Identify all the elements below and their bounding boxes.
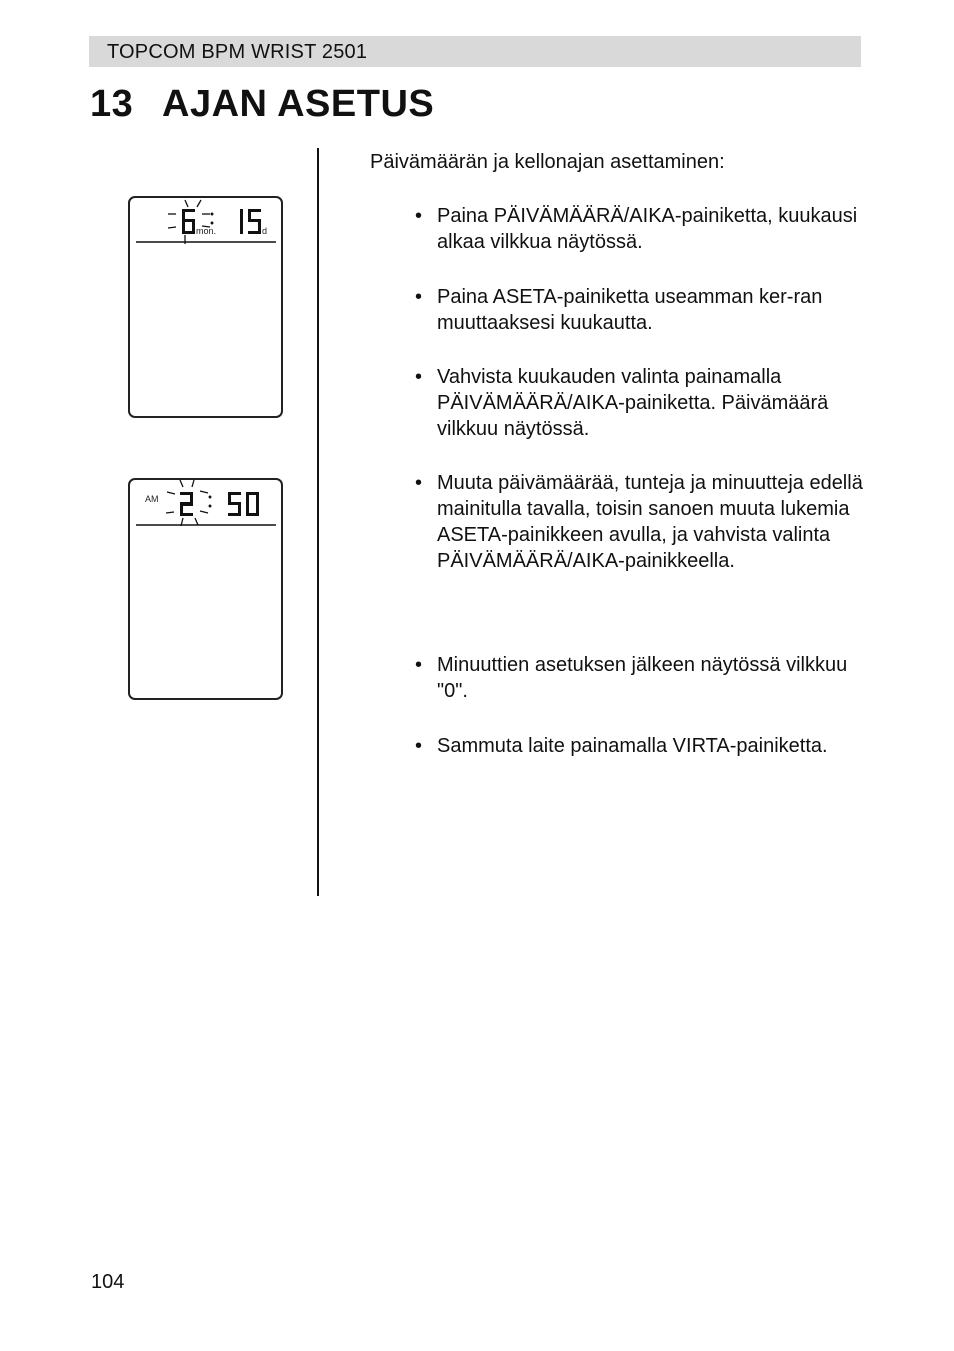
- list-item: • Vahvista kuukauden valinta painamalla PÄIVÄMÄÄRÄ/AIKA-painiketta. Päivämäärä vilkkuu näytössä.: [415, 364, 877, 442]
- lcd-display-time: [128, 478, 283, 700]
- column-divider: [317, 148, 319, 896]
- instructions-intro: Päivämäärän ja kellonajan asettaminen:: [370, 151, 725, 173]
- list-item: • Muuta päivämäärää, tunteja ja minuutteja edellä mainitulla tavalla, toisin sanoen muuta lukemia ASETA-painikkeen avulla, ja vahvista valinta PÄIVÄMÄÄRÄ/AIKA-painikkeella.: [415, 470, 877, 574]
- page-number: 104: [91, 1271, 125, 1293]
- section-title-text: AJAN ASETUS: [162, 83, 435, 125]
- lcd-display-date: [128, 196, 283, 418]
- instructions: [370, 149, 863, 757]
- section-number: 13: [90, 83, 134, 125]
- lcd-am-label: AM: [145, 494, 159, 504]
- list-item: • Paina ASETA-painiketta useamman ker-ran muuttaaksesi kuukautta.: [415, 284, 877, 336]
- lcd-day-label: d: [262, 226, 268, 236]
- list-item: • Minuuttien asetuksen jälkeen näytössä vilkkuu "0".: [415, 652, 877, 704]
- seven-segment-digits: [180, 492, 259, 516]
- section-title: [90, 80, 434, 128]
- lcd-month-label: mon.: [196, 226, 217, 236]
- seven-segment-digits: [182, 209, 261, 234]
- running-header-text: TOPCOM BPM WRIST 2501: [107, 41, 368, 63]
- lcd-time-segments: [130, 480, 281, 698]
- list-item: • Paina PÄIVÄMÄÄRÄ/AIKA-painiketta, kuukausi alkaa vilkkua näytössä.: [415, 203, 877, 255]
- running-header: [89, 36, 861, 67]
- list-item: • Sammuta laite painamalla VIRTA-painiketta.: [415, 733, 877, 759]
